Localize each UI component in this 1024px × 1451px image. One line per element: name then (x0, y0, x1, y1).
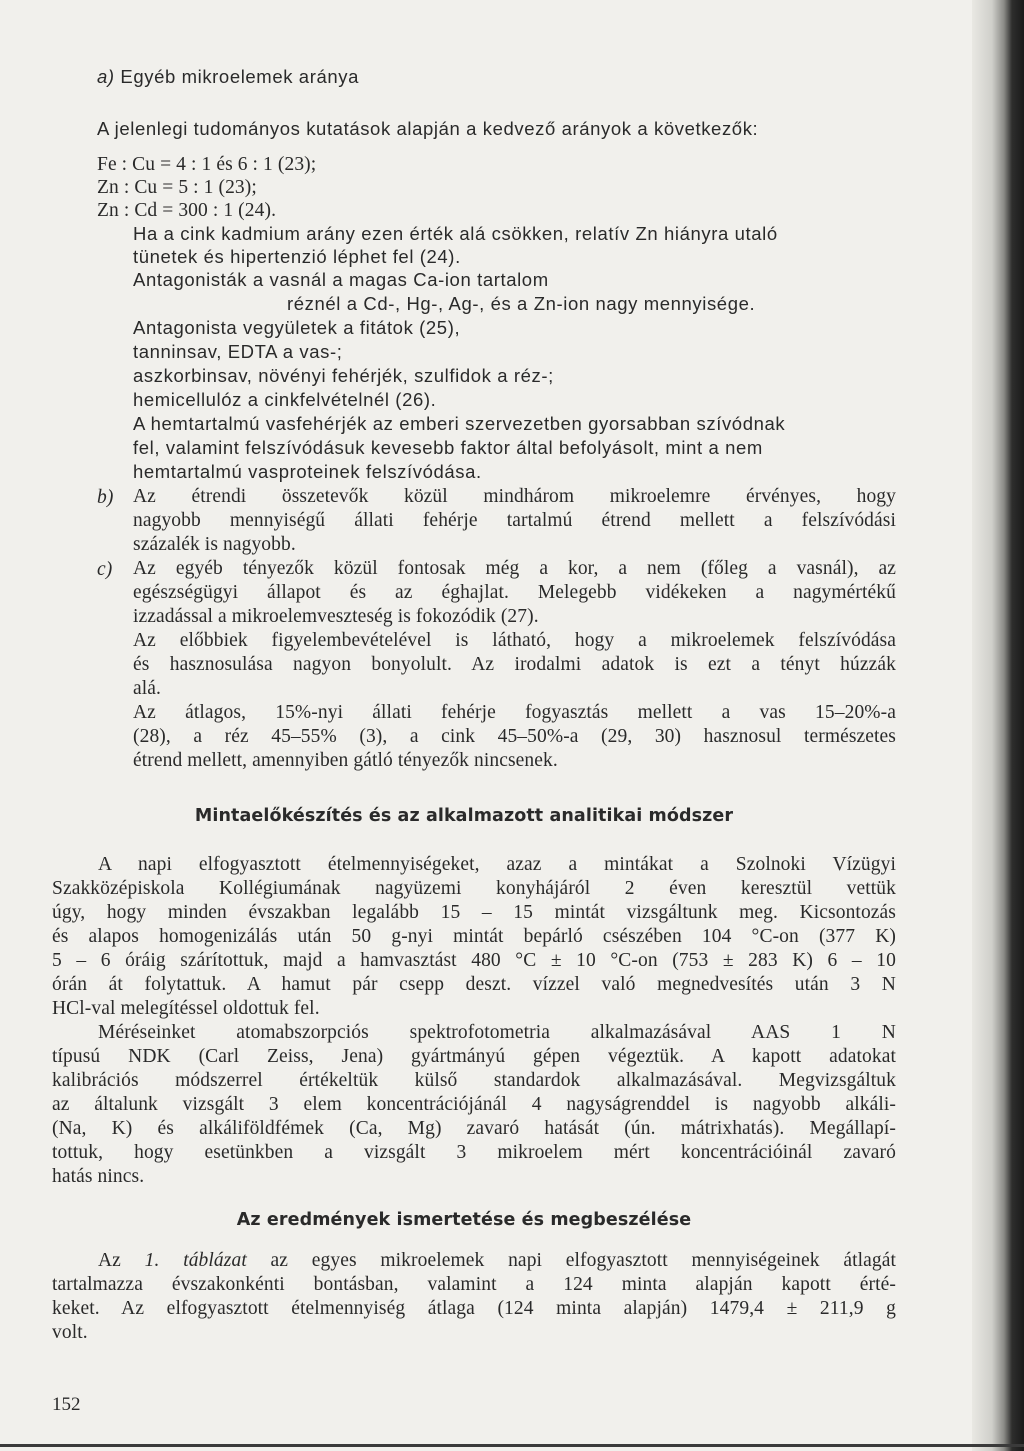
text-line: HCl-val melegítéssel oldottuk fel. (52, 998, 320, 1019)
text-line: (28), a réz 45–55% (3), a cink 45–50%-a (29, 30) hasznosul természetes (133, 726, 896, 747)
text-line: Ha a cink kadmium arány ezen érték alá csökken, relatív Zn hiányra utaló (133, 223, 778, 244)
section-a-label: a) (97, 66, 115, 87)
text-line: aszkorbinsav, növényi fehérjék, szulfidok a réz-; (133, 365, 554, 386)
text-line: típusú NDK (Carl Zeiss, Jena) gyártmányú gépen végeztük. A kapott adatokat (52, 1046, 896, 1067)
text-line: az általunk vizsgált 3 elem koncentrációjánál 4 nagyságrenddel is nagyobb alkáli- (52, 1094, 896, 1115)
results-rest: az egyes mikroelemek napi elfogyasztott mennyiségeinek átlagát (246, 1250, 896, 1271)
text-line: tottuk, hogy esetünkben a vizsgált 3 mikroelem mért koncentrációinál zavaró (52, 1142, 896, 1163)
text-line: fel, valamint felszívódásuk kevesebb faktor által befolyásolt, mint a nem (133, 437, 763, 458)
text-line: Antagonisták a vasnál a magas Ca-ion tartalom (133, 269, 549, 290)
heading-methods: Mintaelőkészítés és az alkalmazott analitikai módszer (194, 806, 734, 826)
section-a-intro: A jelenlegi tudományos kutatások alapján a kedvező arányok a következők: (97, 118, 759, 139)
text-line: és hasznosulása nagyon bonyolult. Az irodalmi adatok is ezt a tényt húzzák (133, 654, 896, 675)
text-line: Az átlagos, 15%-nyi állati fehérje fogyasztás mellett a vas 15–20%-a (133, 702, 896, 723)
text-line: Szakközépiskola Kollégiumának nagyüzemi konyhájáról 2 éven keresztül vettük (52, 878, 896, 899)
results-lead: Az (98, 1250, 145, 1271)
text-line: Az előbbiek figyelembevételével is látható, hogy a mikroelemek felszívódása (133, 630, 896, 651)
ratio-zn-cd: Zn : Cd = 300 : 1 (24). (97, 200, 277, 221)
text-line: hemtartalmú vasproteinek felszívódása. (133, 461, 482, 482)
text-line: tartalmazza évszakonkénti bontásban, valamint a 124 minta alapján kapott érté- (52, 1274, 896, 1295)
text-line: úgy, hogy minden évszakban legalább 15 – 15 mintát vizsgáltunk meg. Kicsontozás (52, 902, 896, 923)
text-line: százalék is nagyobb. (133, 534, 296, 555)
section-a-title: Egyéb mikroelemek aránya (120, 66, 359, 87)
text-line: alá. (133, 678, 162, 699)
text-line: hatás nincs. (52, 1166, 145, 1187)
text-line: és alapos homogenizálás után 50 g-nyi mintát bepárló csészében 104 °C-on (377 K) (52, 926, 896, 947)
text-line: tünetek és hipertenzió léphet fel (24). (133, 246, 461, 267)
page-number: 152 (52, 1394, 81, 1415)
text-line: 5 – 6 óráig szárítottuk, majd a hamvasztást 480 °C ± 10 °C-on (753 ± 283 K) 6 – 10 (52, 950, 896, 971)
text-line: izzadással a mikroelemveszteség is fokozódik (27). (133, 606, 539, 627)
section-a-heading (97, 65, 359, 89)
ratio-fe-cu: Fe : Cu = 4 : 1 és 6 : 1 (23); (97, 154, 317, 175)
scan-binding-edge (972, 0, 1024, 1451)
results-first-line (98, 1249, 896, 1273)
text-line: órán át folytattuk. A hamut pár csepp deszt. vízzel való megnedvesítés után 3 N (52, 974, 896, 995)
text-line: réznél a Cd-, Hg-, Ag-, és a Zn-ion nagy mennyisége. (287, 293, 756, 314)
text-line: volt. (52, 1322, 88, 1343)
text-line: Az egyéb tényezők közül fontosak még a kor, a nem (főleg a vasnál), az (133, 558, 896, 579)
text-line: hemicellulóz a cinkfelvételnél (26). (133, 389, 437, 410)
text-line: tanninsav, EDTA a vas-; (133, 341, 343, 362)
text-line: keket. Az elfogyasztott ételmennyiség átlaga (124 minta alapján) 1479,4 ± 211,9 g (52, 1298, 896, 1319)
text-line: étrend mellett, amennyiben gátló tényezők nincsenek. (133, 750, 558, 771)
ratio-zn-cu: Zn : Cu = 5 : 1 (23); (97, 177, 257, 198)
heading-results: Az eredmények ismertetése és megbeszélése (236, 1210, 692, 1230)
text-line: Méréseinket atomabszorpciós spektrofotometria alkalmazásával AAS 1 N (98, 1022, 896, 1043)
table-reference: 1. táblázat (144, 1250, 247, 1271)
text-line: A hemtartalmú vasfehérjék az emberi szervezetben gyorsabban szívódnak (133, 413, 786, 434)
section-b-label: b) (97, 487, 114, 508)
text-line: kalibrációs módszerrel értékeltük külső standardok alkalmazásával. Megvizsgáltuk (52, 1070, 896, 1091)
text-line: egészségügyi állapot és az éghajlat. Melegebb vidékeken a nagymértékű (133, 582, 896, 603)
text-line: Antagonista vegyületek a fitátok (25), (133, 317, 461, 338)
text-line: A napi elfogyasztott ételmennyiségeket, azaz a mintákat a Szolnoki Vízügyi (98, 854, 896, 875)
section-c-label: c) (97, 559, 113, 580)
text-line: Az étrendi összetevők közül mindhárom mikroelemre érvényes, hogy (133, 486, 896, 507)
text-line: (Na, K) és alkáliföldfémek (Ca, Mg) zavaró hatását (ún. mátrixhatás). Megállapí- (52, 1118, 896, 1139)
text-line: nagyobb mennyiségű állati fehérje tartalmú étrend mellett a felszívódási (133, 510, 896, 531)
